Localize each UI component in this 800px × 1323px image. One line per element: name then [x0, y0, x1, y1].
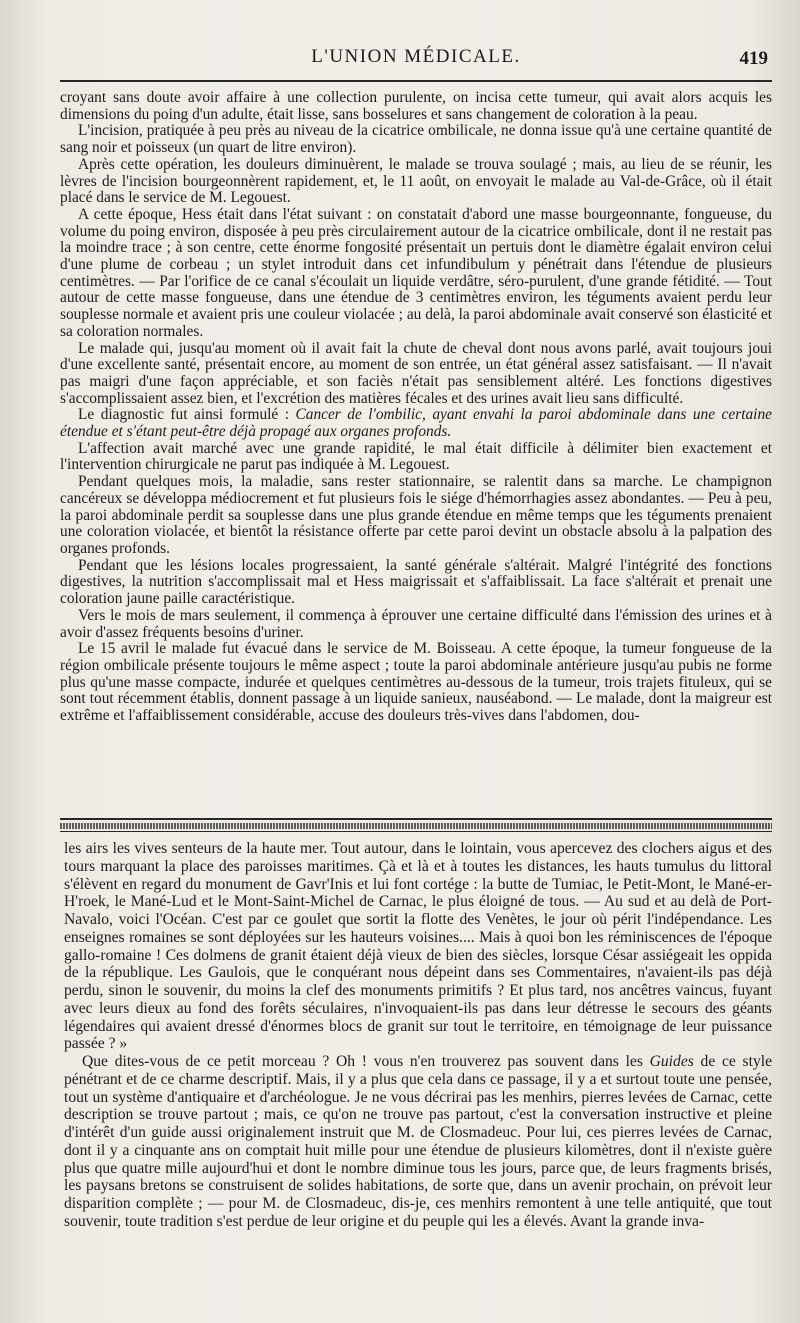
running-title: L'UNION MÉDICALE.	[311, 46, 521, 67]
page-header	[60, 42, 772, 82]
paragraph: Vers le mois de mars seulement, il commença à éprouver une certaine difficulté dans l'émission des urines et à avoir d'assez fréquents besoins d'uriner.	[60, 606, 772, 641]
diagnosis-lead: Le diagnostic fut ainsi formulé :	[78, 406, 296, 424]
guides-italic: Guides	[649, 1053, 694, 1070]
feuilleton-separator-thin	[60, 831, 772, 832]
article-column	[60, 90, 772, 725]
paragraph: Le 15 avril le malade fut évacué dans le service de M. Boisseau. A cette époque, la tumeur fongueuse de la région ombilicale présente toujours le même aspect ; toute la paroi abdominale antérieure jusqu'au pubis ne forme plus qu'une masse compacte, indurée et quelques centimètres au-dessous de la tumeur, trois trajets fituleux, qui se sont tout récemment établis, donnent passage à un liquide sanieux, nauséabond. — Le malade, dont la maigreur est extrême et l'affaiblissement considérable, accuse des douleurs très-vives dans l'abdomen, dou-	[60, 640, 772, 725]
paragraph: les airs les vives senteurs de la haute mer. Tout autour, dans le lointain, vous apercevez des clochers aigus et des tours marquant la place des paroisses maritimes. Çà et là et à toutes les distances, les hauts tumulus du littoral s'élèvent en regard du monument de Gavr'Inis et lui font cortége : la butte de Tumiac, le Petit-Mont, le Mané-er-H'roek, le Mané-Lud et le Mont-Saint-Michel de Carnac, le plus éloigné de tous. — Au sud et au delà de Port-Navalo, voici l'Océan. C'est par ce goulet que sortit la flotte des Venètes, le jour où périt l'indépendance. Les enseignes romaines se sont déployées sur les hauteurs voisines.... Mais à quoi bon les réminiscences de l'époque gallo-romaine ! Ces dolmens de granit étaient déjà vieux de bien des siècles, lorsque César assiégeait les oppida de la république. Les Gaulois, que le conquérant nous dépeint dans ses Commentaires, n'avaient-ils pas déjà perdu, sinon le souvenir, du moins la clef des monuments primitifs ? Et plus tard, nos ancêtres vaincus, fuyant avec leurs dieux au fond des forêts séculaires, n'invoquaient-ils pas dans leur détresse le secours des géants légendaires qui avaient dressé d'énormes blocs de granit sur tout le territoire, en témoignage de leur puissance passée ? »	[64, 840, 772, 1053]
feuilleton-separator	[60, 818, 772, 820]
diagnosis-italic: Cancer de l'ombilic, ayant envahi la paroi abdominale dans une certaine étendue et s'étant peut-être déjà propagé aux organes profonds.	[60, 406, 772, 441]
guides-lead: Que dites-vous de ce petit morceau ? Oh ! vous n'en trouverez pas souvent dans les	[82, 1053, 650, 1070]
guides-rest: de ce style pénétrant et de ce charme descriptif. Mais, il y a plus que cela dans ce passage, il y a et surtout toute une pensée, tout un système d'antiquaire et d'archéologue. Je ne vous décrirai pas les menhirs, pierres levées de Carnac, cette description se trouve partout ; mais, ce qu'on ne trouve pas partout, c'est la conversation instructive et pleine d'intérêt d'un guide aussi originalement instruit que M. de Closmadeuc. Pour lui, ces pierres levées de Carnac, dont il y a cinquante ans on comptait huit mille pour une étendue de plusieurs kilomètres, dont il n'existe guère plus que quatre mille aujourd'hui et dont le nombre diminue tous les jours, parce que, de leurs fragments brisés, les paysans bretons se construisent de solides habitations, de sorte que, dans un avenir prochain, on prévoit leur disparition complète ; — pour M. de Closmadeuc, dis-je, ces menhirs remontent à une telle antiquité, que tout souvenir, toute tradition s'est perdue de leur origine et du peuple qui les a élevés. Avant la grande inva-	[64, 1053, 772, 1230]
paragraph: Pendant quelques mois, la maladie, sans rester stationnaire, se ralentit dans sa marche. Le champignon cancéreux se développa médiocrement et fut plusieurs fois le siége d'hémorrhagies assez abondantes. — Peu à peu, la paroi abdominale perdit sa souplesse dans une plus grande étendue en même temps que les téguments prenaient une coloration violacée, et bientôt la résistance offerte par cette paroi devint un obstacle absolu à la palpation des organes profonds.	[60, 473, 772, 557]
paragraph-diagnosis	[60, 407, 772, 440]
paragraph: Le malade qui, jusqu'au moment où il avait fait la chute de cheval dont nous avons parlé, avait toujours joui d'une excellente santé, présentait encore, au moment de son entrée, un état général assez satisfaisant. — Il n'avait pas maigri d'une façon appréciable, et son faciès n'était pas sensiblement altéré. Les fonctions digestives s'accomplissaient assez bien, et l'excrétion des matières fécales et des urines avait lieu sans difficulté.	[60, 339, 772, 407]
paragraph-guides	[64, 1053, 772, 1231]
paragraph: L'affection avait marché avec une grande rapidité, le mal était difficile à délimiter bien exactement et l'intervention chirurgicale ne parut pas indiquée à M. Legouest.	[60, 439, 772, 474]
feuilleton-separator-hatched	[60, 823, 772, 829]
paragraph: croyant sans doute avoir affaire à une collection purulente, on incisa cette tumeur, qui avait alors acquis les dimensions du poing d'un adulte, était lisse, sans bosselures et sans changement de coloration à la peau.	[60, 89, 772, 123]
paragraph: Après cette opération, les douleurs diminuèrent, le malade se trouva soulagé ; mais, au lieu de se réunir, les lèvres de l'incision bourgeonnèrent rapidement, et, le 11 août, on envoyait le malade au Val-de-Grâce, où il était placé dans le service de M. Legouest.	[60, 155, 772, 207]
paragraph: Pendant que les lésions locales progressaient, la santé générale s'altérait. Malgré l'intégrité des fonctions digestives, la nutrition s'accomplissait mal et Hess maigrissait et s'affaiblissait. La face s'altérait et prenait une coloration jaune paille caractéristique.	[60, 556, 772, 608]
feuilleton-column	[64, 840, 772, 1231]
page-number: 419	[739, 48, 768, 69]
header-rule	[60, 80, 772, 82]
paragraph: L'incision, pratiquée à peu près au niveau de la cicatrice ombilicale, ne donna issue qu'à une certaine quantité de sang noir et poisseux (un quart de litre environ).	[60, 122, 772, 157]
paragraph: A cette époque, Hess était dans l'état suivant : on constatait d'abord une masse bourgeonnante, fongueuse, du volume du poing environ, disposée à peu près circulairement autour de la cicatrice ombilicale, dont il ne restait pas la moindre trace ; à son centre, cette énorme fongosité présentait un pertuis dont le diamètre égalait environ celui d'une plume de corbeau ; un stylet introduit dans cet infundibulum y pénétrait dans l'étendue de plusieurs centimètres. — Par l'orifice de ce canal s'écoulait un liquide verdâtre, séro-purulent, d'une grande fétidité. — Tout autour de cette masse fongueuse, dans une étendue de 3 centimètres environ, les téguments avaient perdu leur souplesse normale et avaient pris une couleur violacée ; au delà, la paroi abdominale avait conservé son élasticité et sa coloration normales.	[60, 205, 772, 340]
